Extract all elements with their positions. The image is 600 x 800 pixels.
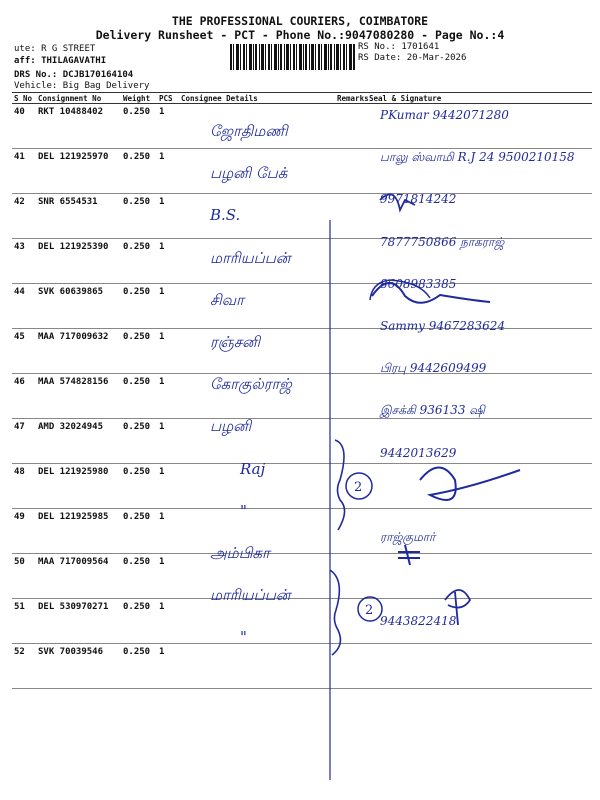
table-row [12, 644, 592, 689]
table-row [12, 464, 592, 509]
runsheet-title: THE PROFESSIONAL COURIERS, COIMBATORE [171, 14, 429, 28]
cell-remarks [335, 509, 367, 554]
cell-pcs: 1 [157, 599, 179, 644]
cell-pcs: 1 [157, 104, 179, 149]
cell-consignment: RKT 10488402 [36, 104, 121, 149]
cell-sno: 51 [12, 599, 36, 644]
consignee-handwriting: ரஞ்சனி [210, 333, 261, 351]
cell-consignment: SNR 6554531 [36, 194, 121, 239]
cell-weight: 0.250 [121, 329, 157, 374]
cell-consignment: DEL 121925970 [36, 149, 121, 194]
rs-number: RS No.: 1701641 [358, 42, 440, 52]
cell-weight: 0.250 [121, 104, 157, 149]
consignee-handwriting: சிவா [210, 290, 244, 309]
cell-weight: 0.250 [121, 419, 157, 464]
cell-pcs: 1 [157, 554, 179, 599]
cell-remarks [335, 464, 367, 509]
col-signature: Seal & Signature [367, 93, 592, 104]
cell-pcs: 1 [157, 239, 179, 284]
rs-date: RS Date: 20-Mar-2026 [358, 53, 467, 63]
cell-remarks [335, 149, 367, 194]
cell-consignment: MAA 717009564 [36, 554, 121, 599]
cell-remarks [335, 599, 367, 644]
consignee-handwriting: மாரியப்பன் [210, 248, 291, 267]
cell-weight: 0.250 [121, 374, 157, 419]
cell-remarks [335, 284, 367, 329]
cell-consignment: SVK 70039546 [36, 644, 121, 689]
consignee-handwriting: B.S. [210, 206, 241, 225]
cell-pcs: 1 [157, 284, 179, 329]
cell-sno: 42 [12, 194, 36, 239]
cell-signature [367, 554, 592, 599]
cell-sno: 49 [12, 509, 36, 554]
cell-sno: 44 [12, 284, 36, 329]
cell-consignment: MAA 574828156 [36, 374, 121, 419]
cell-sno: 41 [12, 149, 36, 194]
cell-pcs: 1 [157, 329, 179, 374]
consignee-handwriting: " [240, 628, 247, 647]
cell-sno: 43 [12, 239, 36, 284]
consignee-handwriting: கோகுல்ராஜ் [210, 375, 292, 394]
consignee-handwriting: பழனி பேக் [210, 164, 288, 183]
runsheet-subtitle: Delivery Runsheet - PCT - Phone No.:9047080280 - Page No.:4 [95, 28, 505, 42]
cell-weight: 0.250 [121, 149, 157, 194]
cell-consignment: DEL 121925390 [36, 239, 121, 284]
cell-consignment: AMD 32024945 [36, 419, 121, 464]
cell-consignee [179, 644, 335, 689]
signature-handwriting: 9443822418 [380, 614, 457, 629]
cell-weight: 0.250 [121, 239, 157, 284]
cell-consignment: DEL 121925985 [36, 509, 121, 554]
signature-handwriting: 9442013629 [380, 445, 457, 460]
cell-pcs: 1 [157, 464, 179, 509]
cell-consignment: DEL 121925980 [36, 464, 121, 509]
signature-handwriting: 7877750866 நாகராஜ் [380, 234, 505, 249]
cell-consignment: MAA 717009632 [36, 329, 121, 374]
cell-consignee [179, 194, 335, 239]
vehicle-label: Vehicle: Big Bag Delivery [14, 81, 150, 91]
cell-remarks [335, 554, 367, 599]
signature-handwriting: பாலு ஸ்வாமி R.J 24 9500210158 [380, 150, 575, 165]
drs-number: DRS No.: DCJB170164104 [14, 70, 134, 80]
cell-remarks [335, 194, 367, 239]
cell-remarks [335, 104, 367, 149]
cell-pcs: 1 [157, 194, 179, 239]
cell-sno: 47 [12, 419, 36, 464]
signature-handwriting: PKumar 9442071280 [380, 108, 509, 122]
consignee-handwriting: ஜோதிமணி [210, 122, 288, 140]
consignee-handwriting: அம்பிகா [210, 544, 270, 562]
signature-handwriting: 8608983385 [380, 276, 457, 291]
cell-remarks [335, 329, 367, 374]
signature-handwriting: ராஜ்குமார் [380, 530, 436, 544]
col-consignment: Consignment No [36, 93, 121, 104]
staff-label: aff: THILAGAVATHI [14, 56, 107, 66]
signature-handwriting: இசக்கி 936133 ஷி [380, 403, 485, 418]
table-header-row [12, 93, 592, 104]
cell-weight: 0.250 [121, 554, 157, 599]
col-weight: Weight [121, 93, 157, 104]
cell-pcs: 1 [157, 419, 179, 464]
signature-handwriting: 9971814242 [380, 192, 457, 207]
barcode [230, 44, 355, 70]
cell-consignee [179, 284, 335, 329]
consignee-handwriting: பழனி [210, 417, 252, 436]
cell-consignment: SVK 60639865 [36, 284, 121, 329]
cell-weight: 0.250 [121, 194, 157, 239]
cell-sno: 50 [12, 554, 36, 599]
signature-handwriting: பிரபு 9442609499 [380, 361, 487, 376]
cell-pcs: 1 [157, 509, 179, 554]
signature-handwriting: Sammy 9467283624 [380, 319, 506, 333]
cell-pcs: 1 [157, 374, 179, 419]
cell-pcs: 1 [157, 644, 179, 689]
consignee-handwriting: மாரியப்பன் [210, 586, 291, 605]
cell-weight: 0.250 [121, 599, 157, 644]
cell-sno: 40 [12, 104, 36, 149]
cell-remarks [335, 374, 367, 419]
cell-consignment: DEL 530970271 [36, 599, 121, 644]
cell-sno: 46 [12, 374, 36, 419]
cell-sno: 45 [12, 329, 36, 374]
cell-weight: 0.250 [121, 509, 157, 554]
consignee-handwriting: " [240, 501, 247, 520]
cell-weight: 0.250 [121, 644, 157, 689]
col-sno: S No [12, 93, 36, 104]
col-consignee: Consignee Details [179, 93, 335, 104]
cell-remarks [335, 239, 367, 284]
col-remarks: Remarks [337, 93, 369, 103]
remark-mark-2: 2 [365, 603, 374, 618]
table-row [12, 554, 592, 599]
cell-remarks [335, 644, 367, 689]
remark-mark-1: 2 [354, 480, 363, 495]
cell-signature [367, 644, 592, 689]
cell-sno: 52 [12, 644, 36, 689]
runsheet-table [12, 92, 592, 689]
col-pcs: PCS [157, 93, 179, 104]
cell-sno: 48 [12, 464, 36, 509]
cell-consignee [179, 419, 335, 464]
consignee-handwriting: Raj [240, 459, 266, 478]
cell-remarks [335, 419, 367, 464]
cell-weight: 0.250 [121, 284, 157, 329]
cell-signature [367, 464, 592, 509]
cell-pcs: 1 [157, 149, 179, 194]
cell-weight: 0.250 [121, 464, 157, 509]
route-label: ute: R G STREET [14, 44, 96, 54]
